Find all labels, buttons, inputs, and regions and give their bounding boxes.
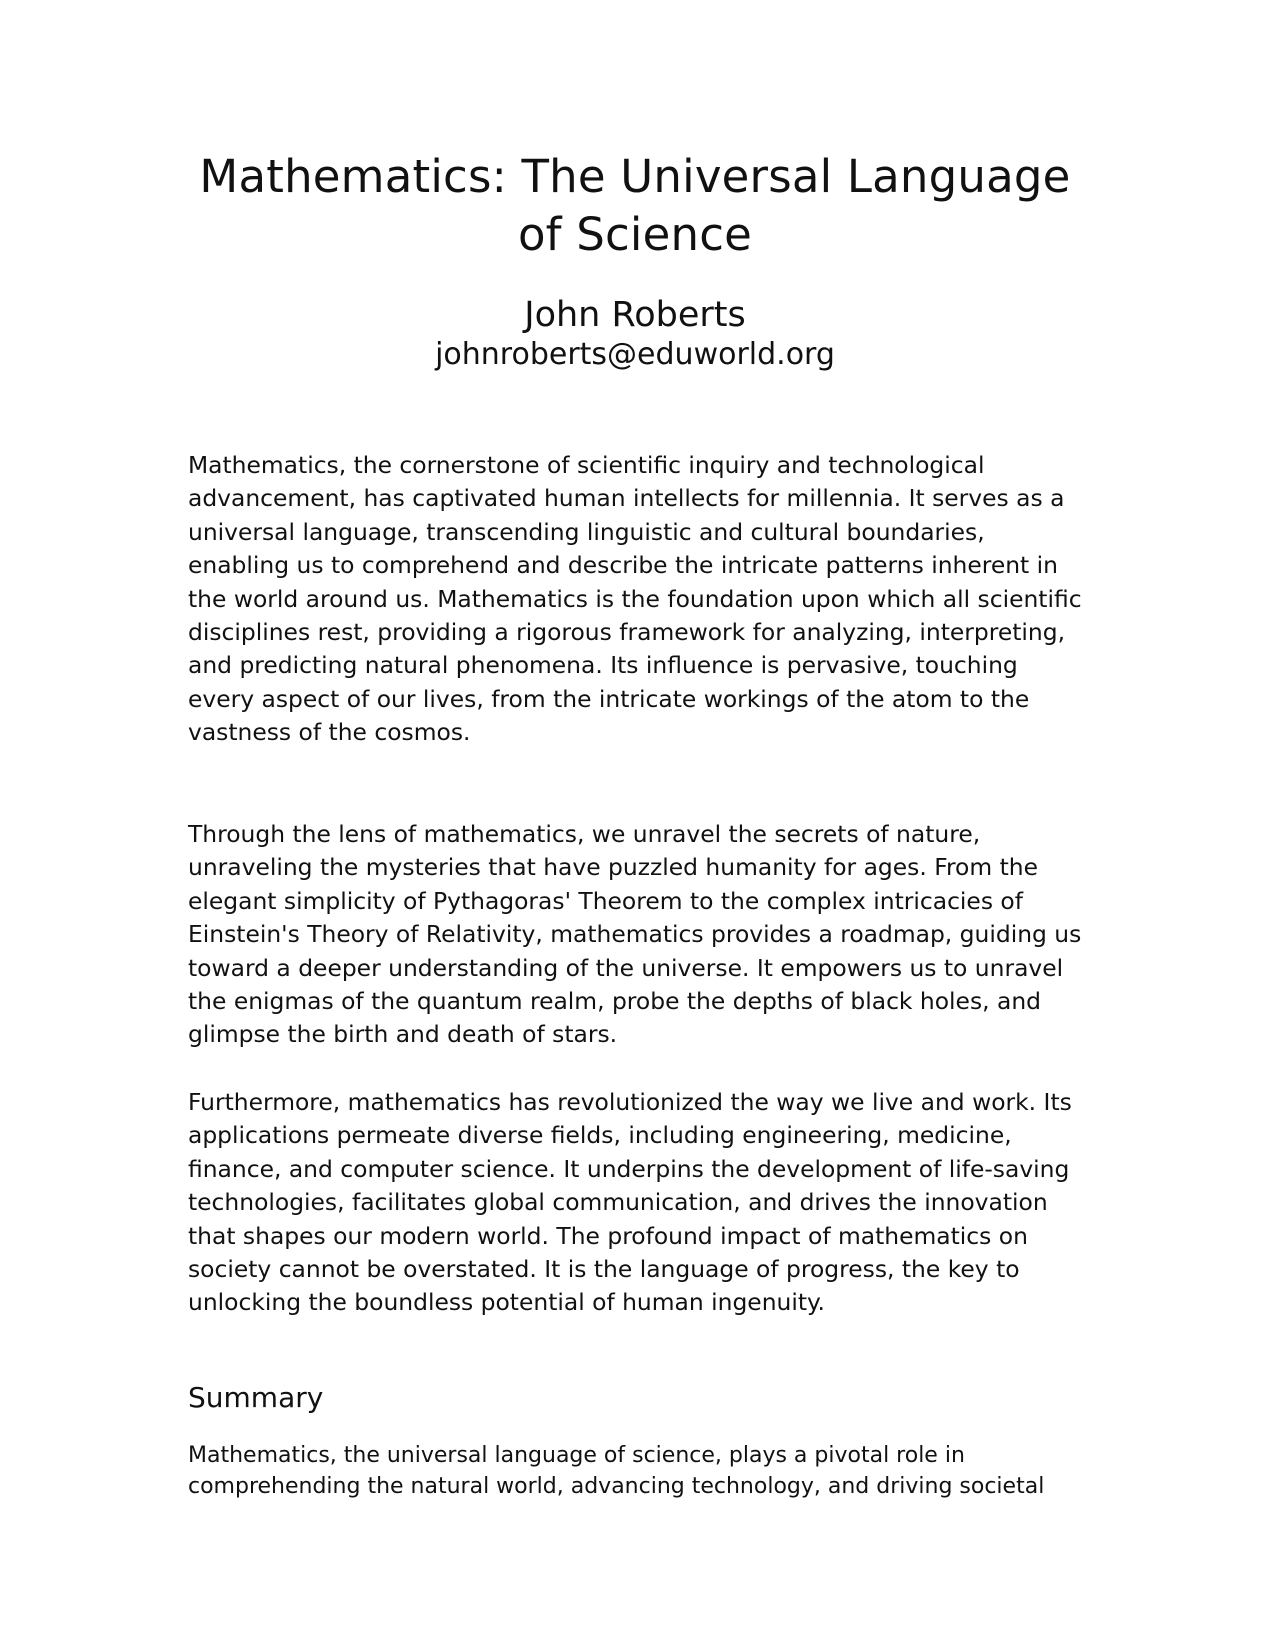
summary-heading: Summary (188, 1381, 324, 1414)
author-name: John Roberts (524, 295, 746, 335)
body-paragraph-3: Furthermore, mathematics has revolutionized the way we live and work. Its applications permeate diverse fields, including engineering, medicine, finance, and computer science. It underpins the development of life-saving technologies, facilitates global communication, and drives the innovation that shapes our modern world. The profound impact of mathematics on society cannot be overstated. It is the language of progress, the key to unlocking the boundless potential of human ingenuity. (188, 1088, 1072, 1317)
summary-paragraph: Mathematics, the universal language of science, plays a pivotal role in comprehending the natural world, advancing technology, and driving societal (188, 1443, 1045, 1499)
body-paragraph-2: Through the lens of mathematics, we unravel the secrets of nature, unraveling the mysteries that have puzzled humanity for ages. From the elegant simplicity of Pythagoras' Theorem to the complex intricacies of Einstein's Theory of Relativity, mathematics provides a roadmap, guiding us toward a deeper understanding of the universe. It empowers us to unravel the enigmas of the quantum realm, probe the depths of black holes, and glimpse the birth and death of stars. (188, 820, 1082, 1049)
author-email: johnroberts@eduworld.org (435, 337, 835, 372)
document-title: Mathematics: The Universal Language of Science (199, 150, 1071, 261)
body-paragraph-1: Mathematics, the cornerstone of scientific inquiry and technological advancement, has captivated human intellects for millennia. It serves as a universal language, transcending linguistic and cultural boundaries, enabling us to comprehend and describe the intricate patterns inherent in the world around us. Mathematics is the foundation upon which all scientific disciplines rest, providing a rigorous framework for analyzing, interpreting, and predicting natural phenomena. Its influence is pervasive, touching every aspect of our lives, from the intricate workings of the atom to the vastness of the cosmos. (188, 451, 1082, 747)
